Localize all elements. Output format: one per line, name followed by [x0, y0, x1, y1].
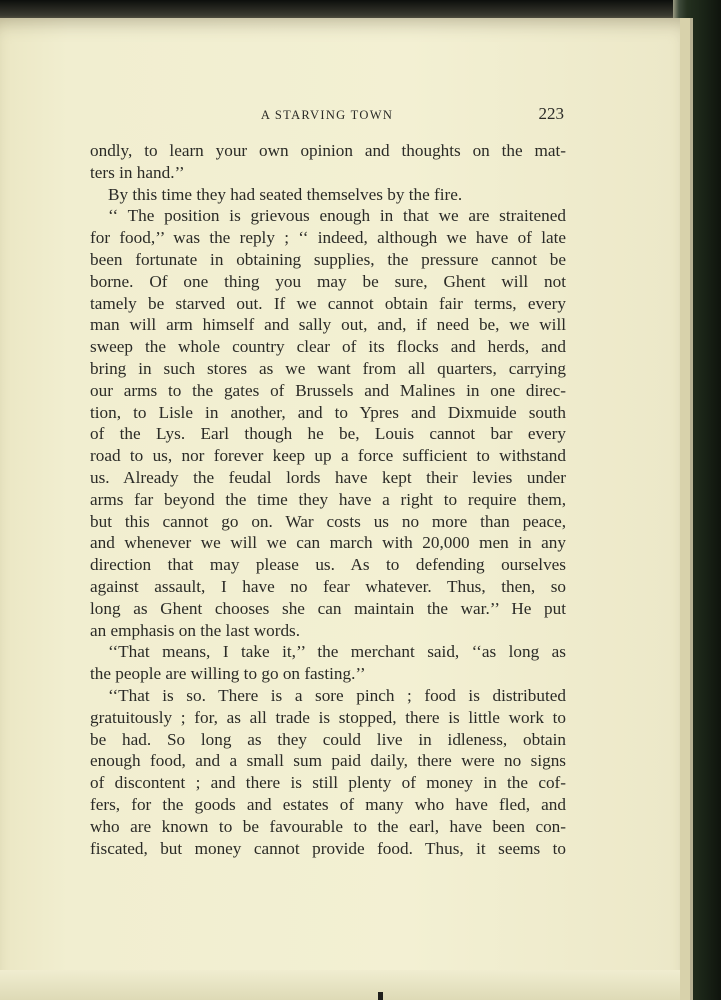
- text-line: ters in hand.’’: [90, 162, 185, 182]
- text-line: ‘‘That means, I take it,’’ the merchant said, ‘‘as long as: [108, 642, 566, 662]
- page-bottom-edge: [0, 970, 680, 1000]
- text-line: ‘‘That is so. There is a sore pinch ; food is distributed: [108, 685, 566, 705]
- text-line: tamely be starved out. If we cannot obtain fair terms, every: [90, 293, 566, 313]
- text-line: borne. Of one thing you may be sure, Ghent will not: [90, 271, 566, 291]
- text-line: ‘‘ The position is grievous enough in that we are straitened: [108, 206, 566, 226]
- text-line: ondly, to learn your own opinion and thoughts on the mat-: [90, 141, 566, 160]
- text-line: By this time they had seated themselves by the fire.: [108, 184, 463, 204]
- running-header: [90, 104, 564, 128]
- body-text: [90, 140, 566, 859]
- text-line: sweep the whole country clear of its flocks and herds, and: [90, 337, 566, 357]
- text-line: but this cannot go on. War costs us no more than peace,: [90, 511, 566, 531]
- text-line: tion, to Lisle in another, and to Ypres and Dixmuide south: [90, 402, 566, 422]
- text-line: of the Lys. Earl though he be, Louis cannot bar every: [90, 424, 566, 444]
- text-line: road to us, nor forever keep up a force sufficient to withstand: [90, 446, 566, 466]
- text-line: bring in such stores as we want from all quarters, carrying: [90, 358, 566, 378]
- text-line: be had. So long as they could live in idleness, obtain: [90, 729, 566, 749]
- text-line: gratuitously ; for, as all trade is stopped, there is little work to: [90, 707, 566, 727]
- text-line: direction that may please us. As to defending ourselves: [90, 555, 566, 575]
- text-line: long as Ghent chooses she can maintain the war.’’ He put: [90, 598, 566, 618]
- text-line: of discontent ; and there is still plenty of money in the cof-: [90, 773, 566, 793]
- text-line: us. Already the feudal lords have kept their levies under: [90, 467, 566, 487]
- text-line: enough food, and a small sum paid daily, there were no signs: [90, 751, 566, 771]
- binding-mark: [378, 992, 383, 1000]
- running-title: A STARVING TOWN: [260, 108, 394, 122]
- text-line: our arms to the gates of Brussels and Malines in one direc-: [90, 380, 566, 400]
- text-line: arms far beyond the time they have a right to require them,: [90, 489, 566, 509]
- text-line: man will arm himself and sally out, and, if need be, we will: [90, 315, 566, 335]
- text-line: for food,’’ was the reply ; ‘‘ indeed, although we have of late: [90, 228, 566, 248]
- text-line: who are known to be favourable to the earl, have been con-: [90, 816, 566, 836]
- text-line: and whenever we will we can march with 20,000 men in any: [90, 533, 566, 553]
- text-line: against assault, I have no fear whatever. Thus, then, so: [90, 576, 566, 596]
- text-line: fers, for the goods and estates of many who have fled, and: [90, 794, 566, 814]
- text-line: the people are willing to go on fasting.’’: [90, 664, 366, 684]
- text-line: an emphasis on the last words.: [90, 620, 301, 640]
- text-line: fiscated, but money cannot provide food. Thus, it seems to: [90, 838, 566, 858]
- page-number: 223: [538, 104, 564, 123]
- text-line: been fortunate in obtaining supplies, the pressure cannot be: [90, 249, 566, 269]
